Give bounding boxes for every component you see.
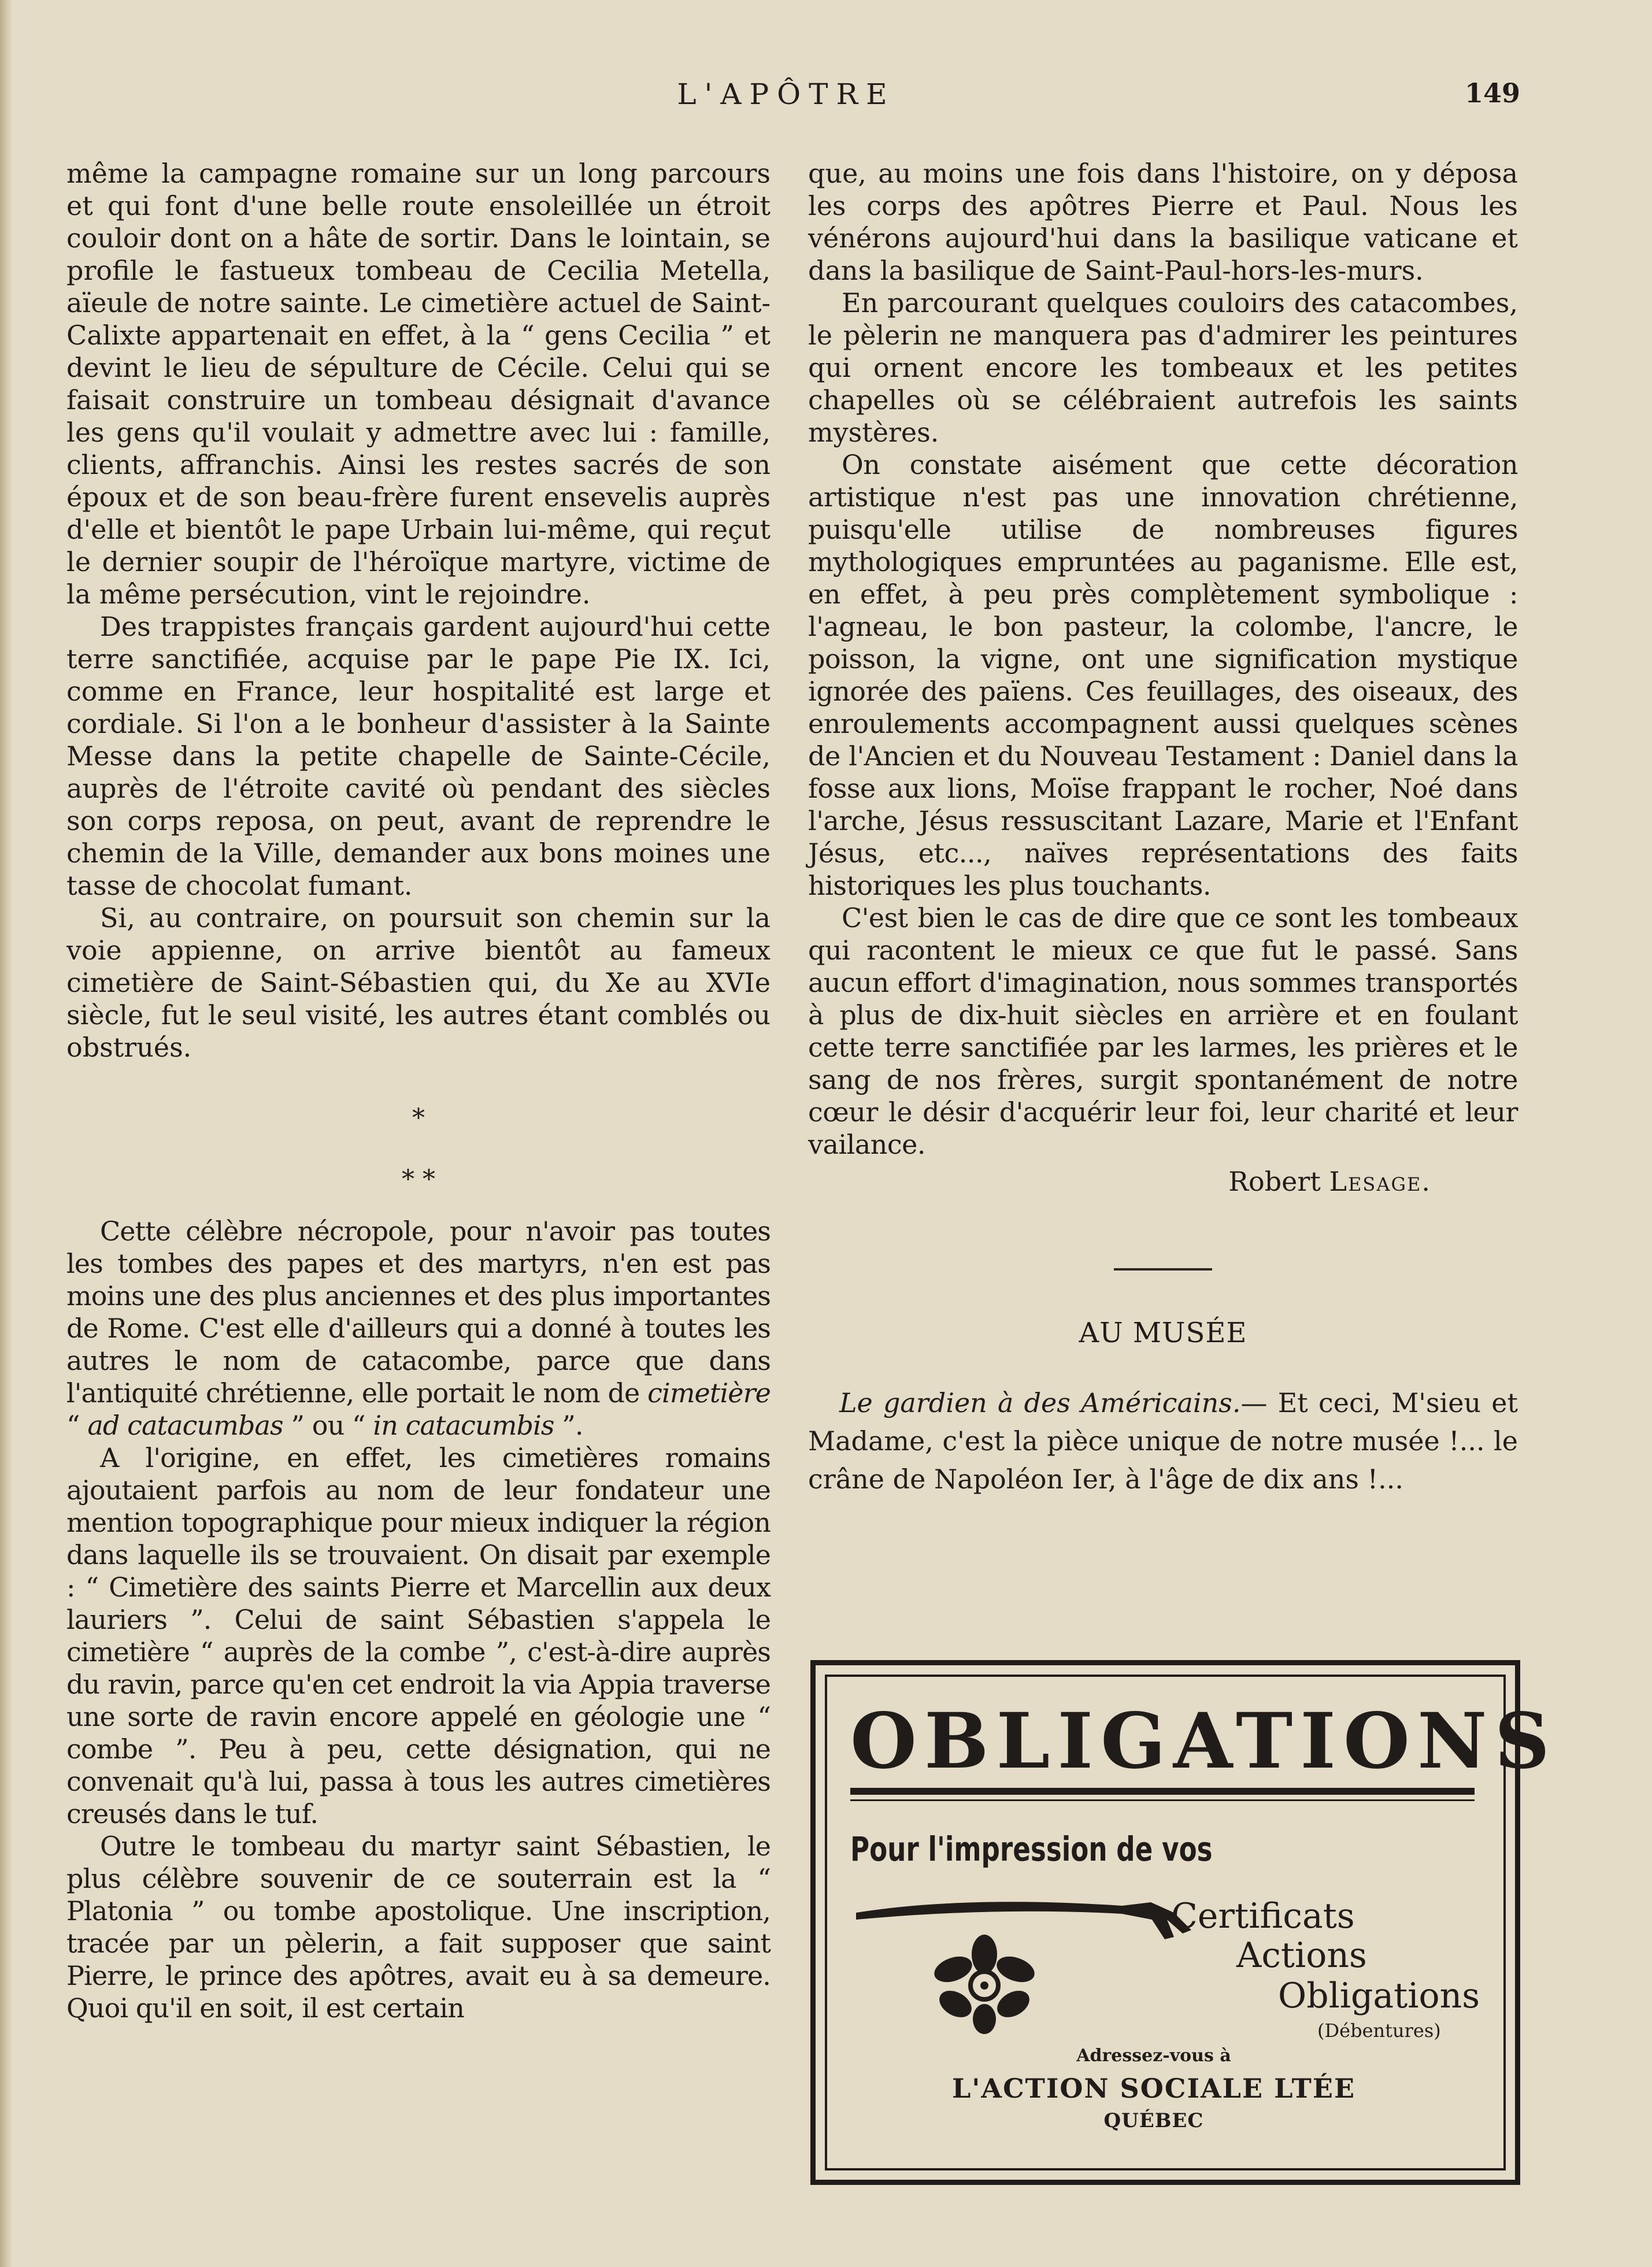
musee-anecdote [808, 1384, 1518, 1498]
advertisement-title: OBLIGATIONS [850, 1696, 1557, 1786]
paragraph-voie-appienne: Si, au contraire, on poursuit son chemin sur la voie appienne, on arrive bientôt au fameux cimetière de Saint-Sébastien qui, du Xe au XVIe siècle, fut le seul visité, les autres étant comblés ou obstrués. [66, 902, 771, 1063]
section-divider [1114, 1268, 1212, 1270]
author-first-name: Robert [1228, 1166, 1329, 1197]
musee-title: AU MUSÉE [1079, 1317, 1247, 1349]
paragraph-apotres: que, au moins une fois dans l'histoire, on y déposa les corps des apôtres Pierre et Paul. Nous les vénérons aujourd'hui dans la basilique vaticane et dans la basilique de Saint-Paul-hors-les-murs. [808, 158, 1518, 286]
italic-in-catacumbis: in catacumbis [373, 1410, 554, 1441]
asterism-bottom: * * [402, 1165, 435, 1194]
ad-contact-prompt: Adressez-vous à [1076, 2046, 1231, 2066]
flower-ornament-icon [932, 1932, 1036, 2036]
author-byline [808, 1165, 1518, 1198]
musee-quote: — Et ceci, M'sieu et Madame, c'est la pièce unique de notre musée !... le crâne de Napoléon Ier, à l'âge de dix ans !... [808, 1387, 1518, 1495]
musee-speaker: Le gardien à des Américains. [839, 1387, 1241, 1418]
page-spine-edge [0, 0, 13, 2267]
ad-item-obligations: Obligations [1278, 1976, 1480, 2016]
paragraph-campagne: même la campagne romaine sur un long parcours et qui font d'une belle route ensoleillée un étroit couloir dont on a hâte de sortir. Dans le lointain, se profile le fastueux tombeau de Cecilia Metella, aïeule de notre sainte. Le cimetière actuel de Saint-Calixte appartenait en effet, à la “ gens Cecilia ” et devint le lieu de sépulture de Cécile. Celui qui se faisait construire un tombeau désignait d'avance les gens qu'il voulait y admettre avec lui : famille, clients, affranchis. Ainsi les restes sacrés de son époux et de son beau-frère furent ensevelis auprès d'elle et bientôt le pape Urbain lui-même, qui reçut le dernier soupir de l'héroïque martyre, victime de la même persécution, vint le rejoindre. [66, 158, 771, 610]
ad-item-note: (Débentures) [1317, 2020, 1441, 2042]
italic-cimetiere: cimetière [647, 1377, 771, 1409]
paragraph-necropole [66, 1215, 771, 1442]
text-run: Cette célèbre nécropole, pour n'avoir pas toutes les tombes des papes et des martyrs, n'en est pas moins une des plus anciennes et des plus importantes de Rome. C'est elle d'ailleurs qui a donné à toutes les autres le nom de catacombe, parce que dans l'antiquité chrétienne, elle portait le nom de [66, 1216, 771, 1409]
right-column [808, 157, 1518, 1498]
advertisement-thin-rule [850, 1799, 1475, 1801]
text-run: “ [66, 1410, 88, 1441]
asterism-top: * [412, 1103, 425, 1133]
ad-item-actions: Actions [1236, 1935, 1367, 1976]
musee-paragraph [808, 1384, 1518, 1498]
advertisement-subtitle: Pour l'impression de vos [850, 1829, 1213, 1869]
ad-city: QUÉBEC [1103, 2109, 1204, 2132]
obligations-advertisement [810, 1660, 1557, 2185]
ad-item-certificats: Certificats [1171, 1896, 1355, 1936]
text-run: ” ou “ [283, 1410, 373, 1441]
text-run: ”. [554, 1410, 583, 1441]
italic-ad-catacumbas: ad catacumbas [87, 1410, 283, 1441]
running-title: L'APÔTRE [677, 77, 895, 111]
page-number: 149 [1464, 77, 1520, 109]
author-last-name: Lesage. [1329, 1166, 1431, 1197]
ad-company-name: L'ACTION SOCIALE LTÉE [951, 2073, 1356, 2104]
paragraph-trappistes: Des trappistes français gardent aujourd'hui cette terre sanctifiée, acquise par le pape Pie IX. Ici, comme en France, leur hospitalité est large et cordiale. Si l'on a le bonheur d'assister à la Sainte Messe dans la petite chapelle de Sainte-Cécile, auprès de l'étroite cavité où pendant des siècles son corps reposa, on peut, avant de reprendre le chemin de la Ville, demander aux bons moines une tasse de chocolat fumant. [66, 611, 771, 901]
paragraph-tombeaux: C'est bien le cas de dire que ce sont les tombeaux qui racontent le mieux ce que fut le passé. Sans aucun effort d'imagination, nous sommes transportés à plus de dix-huit siècles en arrière et en foulant cette terre sanctifiée par les larmes, les prières et le sang de nos frères, surgit spontanément de notre cœur le désir d'acquérir leur foi, leur charité et leur vailance. [808, 902, 1518, 1160]
left-column [66, 157, 771, 2024]
advertisement-thick-rule [850, 1788, 1475, 1795]
paragraph-origine: A l'origine, en effet, les cimetières romains ajoutaient parfois au nom de leur fondateur une mention topographique pour mieux indiquer la région dans laquelle ils se trouvaient. On disait par exemple : “ Cimetière des saints Pierre et Marcellin aux deux lauriers ”. Celui de saint Sébastien s'appela le cimetière “ auprès de la combe ”, c'est-à-dire auprès du ravin, parce qu'en cet endroit la via Appia traverse une sorte de ravin encore appelé en géologie une “ combe ”. Peu à peu, cette désignation, qui ne convenait qu'à lui, passa à tous les autres cimetières creusés dans le tuf. [66, 1442, 771, 1829]
paragraph-decoration: On constate aisément que cette décoration artistique n'est pas une innovation chrétienne, puisqu'elle utilise de nombreuses figures mythologiques empruntées au paganisme. Elle est, en effet, à peu près complètement symbolique : l'agneau, le bon pasteur, la colombe, l'ancre, le poisson, la vigne, ont une signification mystique ignorée des païens. Ces feuillages, des oiseaux, des enroulements accompagnent aussi quelques scènes de l'Ancien et du Nouveau Testament : Daniel dans la fosse aux lions, Moïse frappant le rocher, Noé dans l'arche, Jésus ressuscitant Lazare, Marie et l'Enfant Jésus, etc..., naïves représentations des faits historiques les plus touchants. [808, 449, 1518, 901]
paragraph-catacombes: En parcourant quelques couloirs des catacombes, le pèlerin ne manquera pas d'admirer les peintures qui ornent encore les tombeaux et les petites chapelles où se célébraient autrefois les saints mystères. [808, 287, 1518, 448]
paragraph-platonia: Outre le tombeau du martyr saint Sébastien, le plus célèbre souvenir de ce souterrain est la “ Platonia ” ou tombe apostolique. Une inscription, tracée par un pèlerin, a fait supposer que saint Pierre, le prince des apôtres, avait eu à sa demeure. Quoi qu'il en soit, il est certain [66, 1831, 771, 2024]
